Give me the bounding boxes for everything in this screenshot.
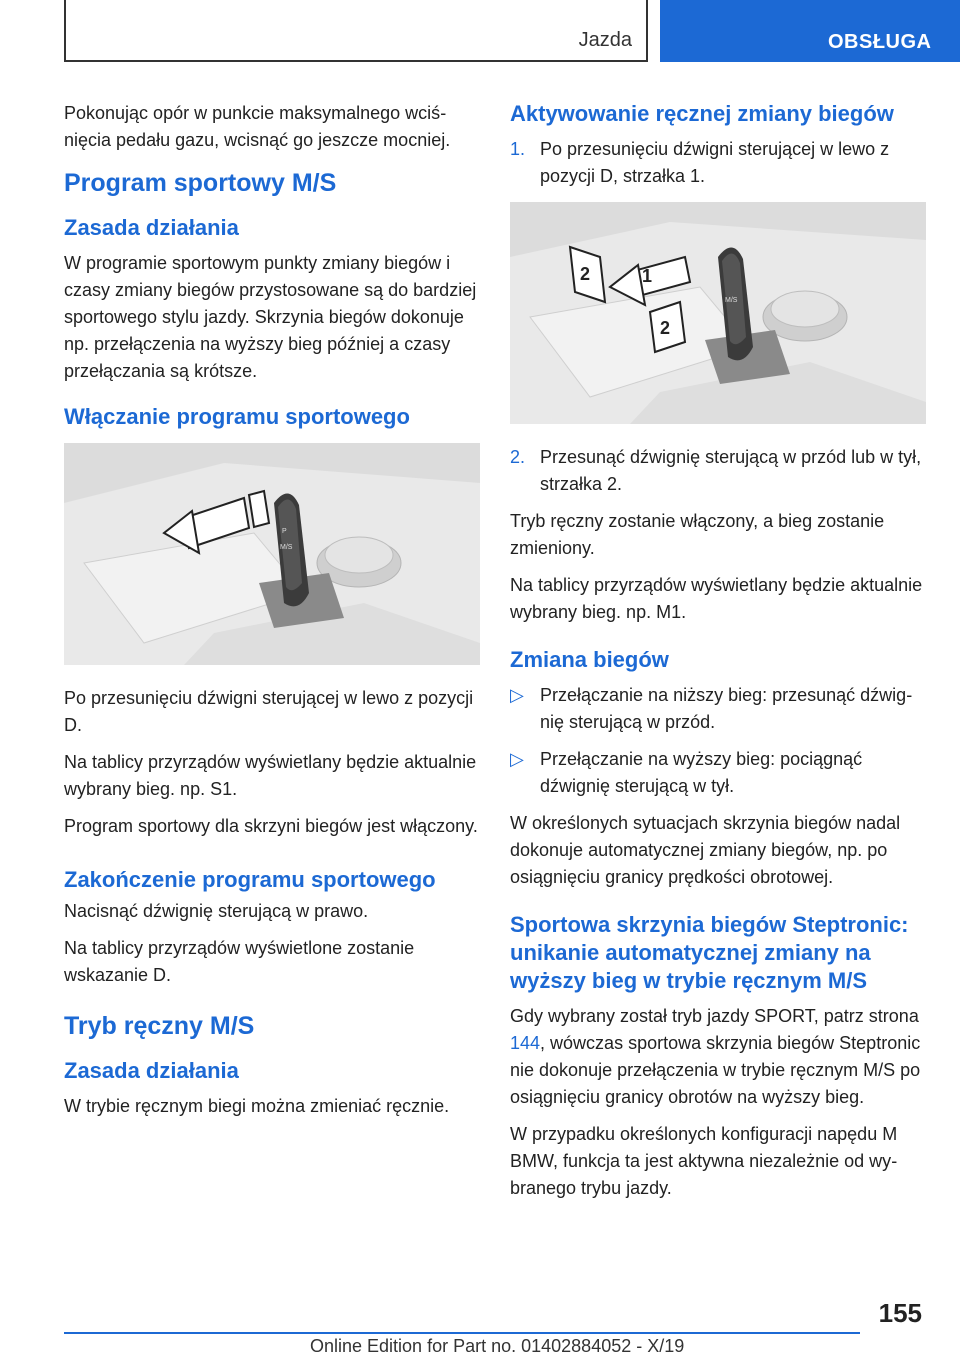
header-section-title: Jazda bbox=[578, 29, 632, 51]
steptronic-text-a: Gdy wybrany został tryb jazdy SPORT, patrz strona bbox=[510, 1006, 919, 1026]
heading-manual-mode: Tryb ręczny M/S bbox=[64, 1012, 255, 1040]
heading-principle: Zasada działania bbox=[64, 215, 239, 240]
svg-text:P: P bbox=[282, 528, 287, 535]
heading-gear-change: Zmiana biegów bbox=[510, 647, 669, 672]
heading-end-sport: Zakończenie programu sportowego bbox=[64, 867, 436, 892]
arrow-1-label: 1 bbox=[642, 266, 653, 286]
page-number: 155 bbox=[878, 1298, 922, 1328]
bullet-downshift bbox=[510, 682, 926, 736]
triangle-bullet-icon: ▷ bbox=[510, 749, 524, 769]
heading-activate-manual: Aktywowanie ręcznej zmiany biegów bbox=[510, 101, 894, 126]
manual-paragraph: W trybie ręcznym biegi można zmieniać ręcznie. bbox=[64, 1096, 450, 1116]
step-2-text: Przesunąć dźwignię sterującą w przód lub w tył, strzałka 2. bbox=[540, 447, 922, 494]
activate-paragraph-2: Na tablicy przyrządów wyświetlany będzie aktualnie wybrany bieg. np. S1. bbox=[64, 752, 477, 799]
header-chapter-box bbox=[660, 0, 960, 62]
end-paragraph-1: Nacisnąć dźwignię sterującą w prawo. bbox=[64, 901, 369, 921]
step-1-text: Po przesunięciu dźwigni sterującej w lewo z pozycji D, strzałka 1. bbox=[540, 139, 890, 186]
header-chapter-title: OBSŁUGA bbox=[828, 31, 932, 53]
principle-paragraph: W programie sportowym punkty zmiany biegów i czasy zmiany biegów przystosowane są do bardziej sportowego stylu jazdy. Skrzynia biegów dokonuje np. przełączenia na wyższy bieg później a czasy przełączania są krótsze. bbox=[64, 253, 477, 381]
heading-principle-manual: Zasada działania bbox=[64, 1058, 239, 1083]
heading-sport-program: Program sportowy M/S bbox=[64, 169, 337, 197]
left-column bbox=[64, 100, 480, 1130]
svg-text:M/S: M/S bbox=[725, 297, 738, 304]
intro-paragraph: Pokonując opór w punkcie maksymalnego wciśnięcia pedału gazu, wcisnąć go jeszcze mocniej. bbox=[64, 103, 451, 150]
arrow-2-label-bottom: 2 bbox=[660, 318, 671, 338]
step-2-number: 2. bbox=[510, 447, 526, 467]
heading-steptronic: Sportowa skrzynia biegów Steptronic: unikanie automatycznej zmiany na wyższy bieg w trybie ręcznym M/S bbox=[510, 912, 909, 993]
svg-text:M/S: M/S bbox=[280, 544, 293, 551]
footer-edition: Online Edition for Part no. 01402884052 - X/19 bbox=[310, 1336, 685, 1356]
arrow-2-label-top: 2 bbox=[580, 264, 591, 284]
step-1 bbox=[510, 136, 926, 190]
end-paragraph-2: Na tablicy przyrządów wyświetlone zostanie wskazanie D. bbox=[64, 938, 415, 985]
m-drive-paragraph: W przypadku określonych konfiguracji napędu M BMW, funkcja ta jest aktywna niezależnie od wybranego trybu jazdy. bbox=[510, 1124, 898, 1198]
gear-selector-figure-left bbox=[64, 443, 480, 665]
bullet-upshift bbox=[510, 746, 926, 800]
right-column bbox=[510, 100, 926, 1212]
step-1-number: 1. bbox=[510, 139, 526, 159]
steptronic-paragraph bbox=[510, 1003, 926, 1111]
bullet-downshift-text: Przełączanie na niższy bieg: przesunąć dźwignię sterującą w przód. bbox=[540, 685, 913, 732]
header-section-box bbox=[64, 0, 648, 62]
activate-paragraph-1: Po przesunięciu dźwigni sterującej w lewo z pozycji D. bbox=[64, 688, 474, 735]
page-link-144[interactable]: 144 bbox=[510, 1033, 541, 1053]
manual-on-paragraph-2: Na tablicy przyrządów wyświetlany będzie aktualnie wybrany bieg. np. M1. bbox=[510, 575, 923, 622]
steptronic-text-b: , wówczas sportowa skrzynia biegów Steptronic nie dokonuje przełączenia w trybie ręcznym M/S po osiągnięciu granicy obrotów na wyższy bieg. bbox=[510, 1033, 921, 1107]
footer-divider bbox=[64, 1332, 860, 1334]
triangle-bullet-icon: ▷ bbox=[510, 685, 524, 705]
gear-selector-figure-right bbox=[510, 202, 926, 424]
heading-activate-sport: Włączanie programu sportowego bbox=[64, 404, 410, 429]
activate-paragraph-3: Program sportowy dla skrzyni biegów jest włączony. bbox=[64, 816, 478, 836]
bullet-upshift-text: Przełączanie na wyższy bieg: pociągnąć dźwignię sterującą w tył. bbox=[540, 749, 863, 796]
manual-on-paragraph-1: Tryb ręczny zostanie włączony, a bieg zostanie zmieniony. bbox=[510, 511, 885, 558]
step-2 bbox=[510, 444, 926, 498]
auto-shift-paragraph: W określonych sytuacjach skrzynia biegów nadal dokonuje automatycznej zmiany biegów, np. po osiągnięciu granicy prędkości obrotowej. bbox=[510, 813, 901, 887]
